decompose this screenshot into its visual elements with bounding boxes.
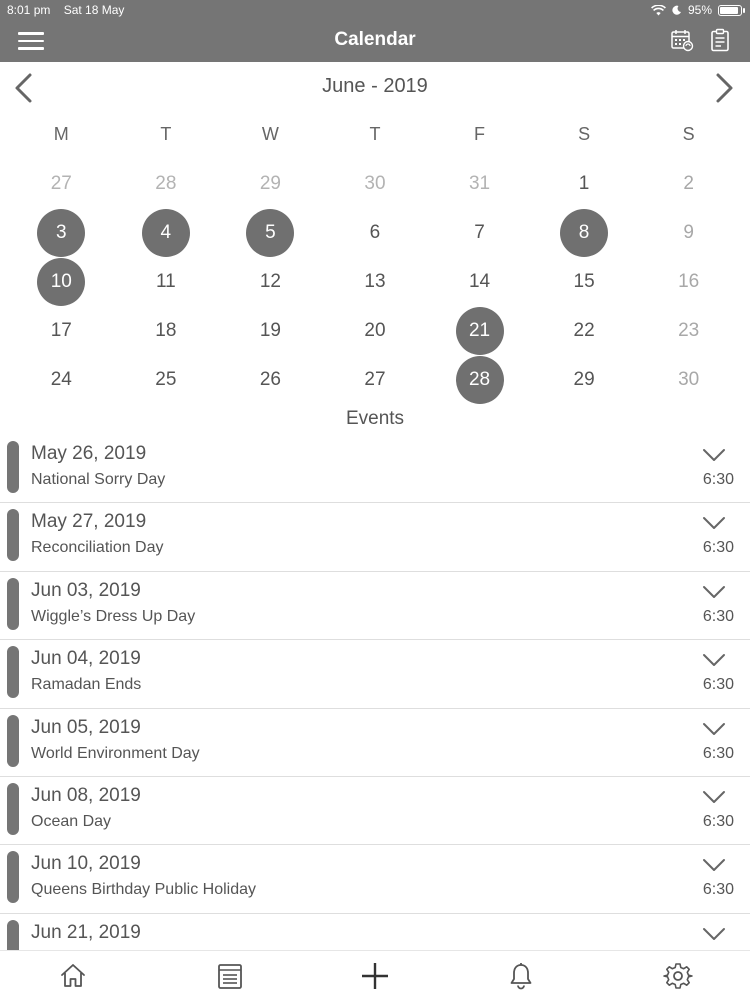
event-time: 6:30 (702, 881, 734, 899)
calendar-day-with-event[interactable] (218, 209, 323, 258)
event-time: 6:30 (702, 744, 734, 762)
calendar-day-number: 21 (456, 307, 504, 355)
weekday-label: M (53, 124, 69, 144)
event-date: May 26, 2019 (31, 443, 147, 464)
event-row[interactable] (0, 503, 750, 571)
calendar-day-number: 4 (142, 209, 190, 257)
chevron-down-icon[interactable] (702, 447, 726, 463)
event-time: 6:30 (702, 676, 734, 694)
calendar-day[interactable] (427, 209, 532, 258)
calendar-day-number: 7 (474, 222, 485, 244)
calendar-day[interactable] (636, 160, 741, 209)
chevron-down-icon[interactable] (702, 584, 726, 600)
chevron-down-icon[interactable] (702, 926, 726, 942)
event-color-bar (7, 715, 19, 767)
calendar-day-number: 14 (468, 270, 491, 292)
event-time: 6:30 (702, 812, 734, 830)
event-time: 6:30 (702, 471, 734, 488)
calendar-day-number: 26 (259, 368, 281, 390)
event-color-bar (7, 509, 19, 561)
calendar-day-number: 11 (155, 270, 176, 292)
nav-bar (0, 20, 750, 62)
calendar-day-number: 15 (573, 270, 595, 292)
list-icon[interactable] (215, 961, 245, 991)
month-header (0, 62, 750, 112)
event-name: National Sorry Day (31, 471, 166, 488)
calendar-grid (9, 160, 741, 404)
weekday-label: S (682, 124, 695, 144)
battery-fill (720, 7, 738, 14)
calendar-day[interactable] (323, 258, 428, 307)
weekday-label: F (474, 124, 486, 144)
calendar-day-number: 16 (678, 270, 700, 292)
calendar-day[interactable] (532, 160, 637, 209)
calendar-day-number: 23 (678, 319, 700, 341)
home-icon[interactable] (58, 961, 88, 991)
page-title: Calendar (334, 29, 416, 50)
event-row[interactable] (0, 640, 750, 708)
calendar-day[interactable] (114, 258, 219, 307)
calendar-day[interactable] (427, 258, 532, 307)
battery-icon (718, 5, 742, 16)
calendar-day[interactable] (114, 160, 219, 209)
month-title: June - 2019 (322, 75, 428, 97)
calendar-day[interactable] (532, 355, 637, 404)
calendar-day[interactable] (427, 160, 532, 209)
calendar-day-number: 17 (50, 319, 72, 341)
chevron-down-icon[interactable] (702, 789, 726, 805)
calendar-sync-icon[interactable] (670, 28, 694, 52)
calendar-day-number: 30 (364, 173, 386, 195)
wifi-icon (651, 5, 666, 16)
weekday-label: T (369, 124, 381, 144)
event-time: 6:30 (702, 607, 734, 625)
calendar-day-number: 9 (683, 222, 694, 244)
event-time: 6:30 (702, 539, 734, 557)
calendar-day-number: 29 (259, 173, 281, 195)
status-right (651, 3, 742, 17)
calendar-day[interactable] (9, 306, 114, 355)
nav-actions (670, 28, 732, 52)
event-date: Jun 04, 2019 (31, 648, 141, 670)
calendar-day-number: 8 (560, 209, 608, 257)
calendar-day-number: 18 (155, 319, 177, 341)
calendar-day-number: 19 (259, 319, 281, 341)
calendar-day-with-event[interactable] (427, 306, 532, 355)
calendar-day-with-event[interactable] (114, 209, 219, 258)
weekday-label: T (160, 124, 172, 144)
calendar-day-number: 31 (468, 173, 491, 195)
plus-icon[interactable] (360, 961, 390, 991)
event-name: World Environment Day (31, 744, 200, 762)
calendar-day-number: 29 (573, 368, 595, 390)
calendar-day-number: 27 (50, 173, 72, 195)
event-color-bar (7, 920, 19, 950)
calendar-day-number: 27 (364, 368, 386, 390)
event-color-bar (7, 851, 19, 903)
calendar-day-number: 10 (37, 258, 85, 306)
weekday-header (9, 124, 741, 145)
weekday-label: W (261, 124, 279, 144)
event-name: Wiggle’s Dress Up Day (31, 607, 196, 625)
calendar-day-number: 22 (573, 319, 595, 341)
event-name: Ocean Day (31, 812, 112, 830)
event-color-bar (7, 646, 19, 698)
event-date: Jun 08, 2019 (31, 784, 141, 806)
calendar-day[interactable] (323, 306, 428, 355)
calendar-day-number: 12 (259, 270, 281, 292)
status-left (7, 3, 134, 17)
bell-icon[interactable] (506, 961, 536, 991)
calendar-day[interactable] (218, 160, 323, 209)
calendar-day[interactable] (9, 355, 114, 404)
calendar-day[interactable] (218, 355, 323, 404)
event-name: Reconciliation Day (31, 539, 164, 557)
chevron-down-icon[interactable] (702, 652, 726, 668)
calendar-day-with-event[interactable] (9, 209, 114, 258)
event-row[interactable] (0, 435, 750, 503)
calendar-day[interactable] (532, 258, 637, 307)
calendar-day-number: 5 (246, 209, 294, 257)
chevron-down-icon[interactable] (702, 857, 726, 873)
status-time: 8:01 pm (7, 3, 51, 17)
event-color-bar (7, 441, 19, 493)
calendar-day[interactable] (218, 306, 323, 355)
events-title: Events (345, 408, 405, 429)
gear-icon[interactable] (663, 961, 693, 991)
calendar-day-with-event[interactable] (532, 209, 637, 258)
calendar-day-with-event[interactable] (9, 258, 114, 307)
event-name: Ramadan Ends (31, 676, 142, 694)
event-row[interactable] (0, 572, 750, 640)
calendar-day[interactable] (636, 209, 741, 258)
calendar-day[interactable] (114, 355, 219, 404)
calendar-day-number: 28 (155, 173, 177, 195)
calendar-day-number: 30 (678, 368, 700, 390)
calendar-day[interactable] (532, 306, 637, 355)
status-date: Sat 18 May (63, 3, 125, 17)
calendar-day[interactable] (636, 306, 741, 355)
calendar-day[interactable] (9, 160, 114, 209)
event-date: Jun 05, 2019 (31, 716, 141, 738)
calendar-day[interactable] (218, 258, 323, 307)
event-row[interactable] (0, 777, 750, 845)
weekday-label: S (578, 124, 591, 144)
calendar-day-number: 6 (369, 222, 381, 244)
chevron-down-icon[interactable] (702, 515, 726, 531)
event-name: Queens Birthday Public Holiday (31, 881, 257, 899)
events-list[interactable] (0, 435, 750, 950)
calendar-day-number: 1 (578, 173, 590, 195)
tab-bar (0, 950, 750, 1000)
event-date: Jun 10, 2019 (31, 853, 141, 875)
calendar-day[interactable] (114, 306, 219, 355)
calendar-day-number: 13 (364, 270, 386, 292)
event-date: May 27, 2019 (31, 511, 147, 533)
event-date: Jun 21, 2019 (31, 921, 141, 943)
calendar-day-with-event[interactable] (427, 355, 532, 404)
calendar-day[interactable] (636, 355, 741, 404)
clipboard-icon[interactable] (708, 28, 732, 52)
calendar-day[interactable] (323, 160, 428, 209)
calendar-day[interactable] (323, 355, 428, 404)
calendar-day[interactable] (636, 258, 741, 307)
calendar-day-number: 28 (456, 356, 504, 404)
calendar-day-number: 25 (155, 368, 177, 390)
calendar-day-number: 24 (50, 368, 72, 390)
calendar-day-number: 2 (683, 173, 694, 195)
event-row[interactable] (0, 845, 750, 913)
calendar-day-number: 3 (37, 209, 85, 257)
moon-icon (672, 5, 682, 15)
next-month-button[interactable] (712, 72, 736, 104)
event-row[interactable] (0, 914, 750, 950)
battery-percent: 95% (687, 3, 712, 17)
event-date: Jun 03, 2019 (31, 579, 141, 601)
chevron-down-icon[interactable] (702, 721, 726, 737)
event-color-bar (7, 783, 19, 835)
calendar-day[interactable] (323, 209, 428, 258)
calendar-day-number: 20 (364, 319, 386, 341)
event-color-bar (7, 578, 19, 630)
event-row[interactable] (0, 709, 750, 777)
status-bar (0, 0, 750, 20)
